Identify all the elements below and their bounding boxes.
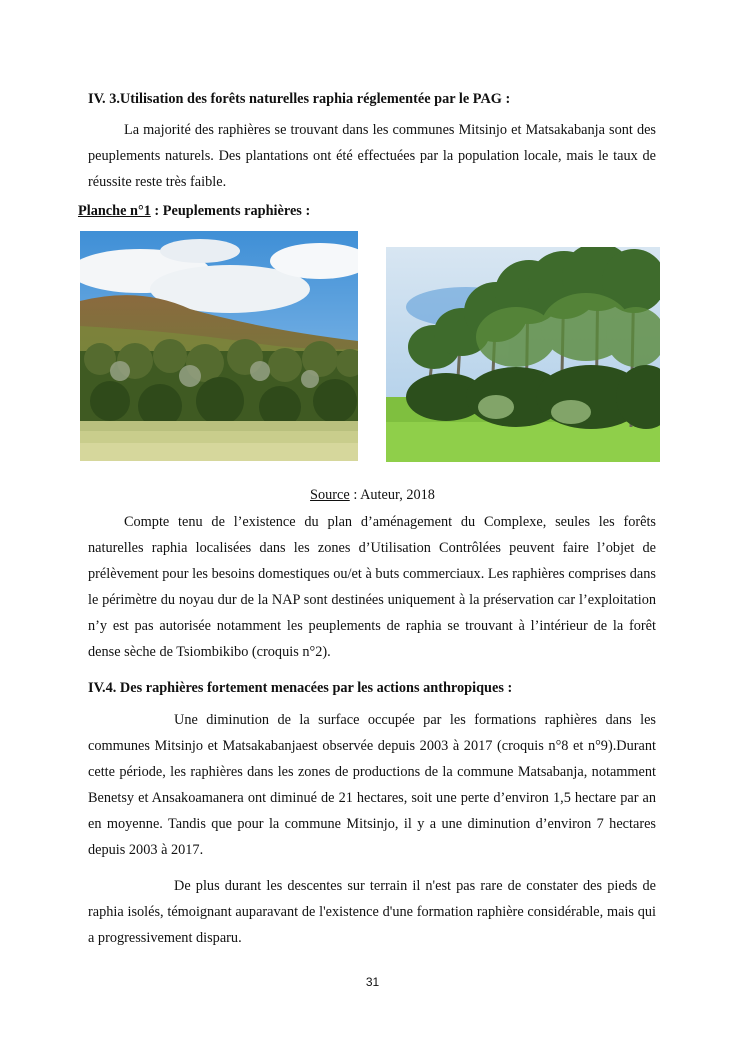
paragraph-raphia-majority: La majorité des raphières se trouvant dans les communes Mitsinjo et Matsakabanja sont des peuplements naturels. Des plantations ont été effectuées par la population locale, mais le taux de réussite reste très faible. [88,122,656,190]
section-heading-iv3: IV. 3.Utilisation des forêts naturelles raphia réglementée par le PAG : [88,91,511,107]
raphia-palms-ricefield-photo [386,247,660,462]
planche-title-text: : Peuplements raphières : [150,203,311,219]
paragraph-plan-amenagement: Compte tenu de l’existence du plan d’aménagement du Complexe, seules les forêts naturelles raphia localisées dans les zones d’Utilisation Contrôlées peuvent faire l’objet de prélèvement pour les besoins domestiques ou/et à buts commerciaux. Les raphières comprises dans le périmètre du noyau dur de la NAP sont destinées uniquement à la préservation car l’exploitation n’y est pas autorisée notamment les peuplements de raphia se trouvant à l’intérieur de la forêt dense sèche de Tsiombikibo (croquis n°2). [88,514,656,660]
source-label: Source [310,487,350,503]
planche-title [78,202,310,220]
photo-source-caption [0,486,745,504]
paragraph-diminution-surface: Une diminution de la surface occupée par les formations raphières dans les communes Mitsinjo et Matsakabanjaest observée depuis 2003 à 2017 (croquis n°8 et n°9).Durant cette période, les raphières dans les zones de productions de la commune Matsabanja, notamment Benetsy et Ansakoamanera ont diminué de 21 hectares, soit une perte d’environ 1,5 hectare par an en moyenne. Tandis que pour la commune Mitsinjo, il y a une diminution d’environ 7 hectares depuis 2003 à 2017. [88,712,656,858]
paragraph-pieds-isoles: De plus durant les descentes sur terrain il n'est pas rare de constater des pieds de raphia isolés, témoignant auparavant de l'existence d'une formation raphière considérable, mais qui a progressivement disparu. [88,878,656,946]
raphia-hillside-photo [80,231,358,461]
source-text: : Auteur, 2018 [349,487,435,503]
planche-label: Planche n°1 [78,203,151,219]
page-number: 31 [365,975,380,989]
section-heading-iv4: IV.4. Des raphières fortement menacées par les actions anthropiques : [88,680,513,696]
